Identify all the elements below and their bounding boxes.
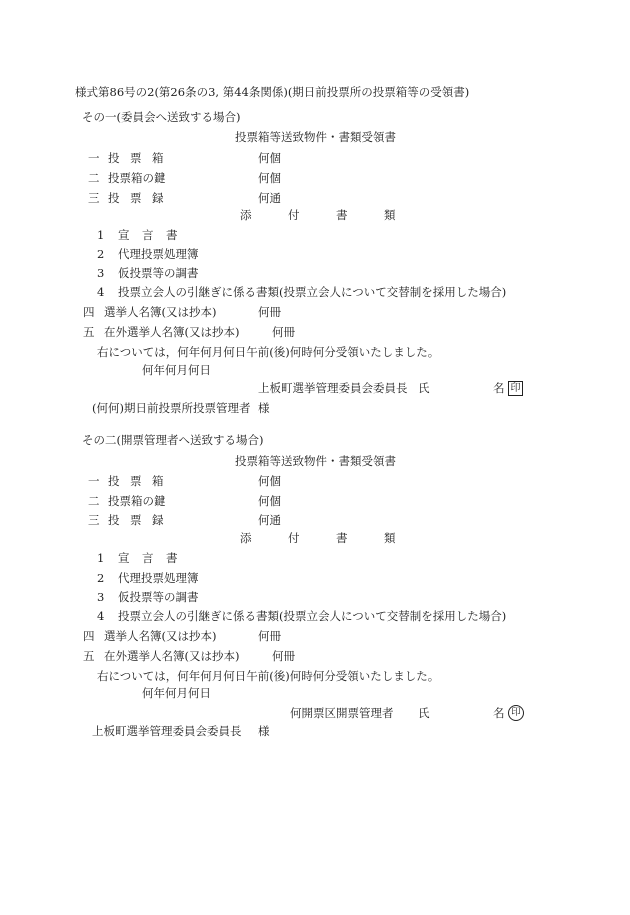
- attachment-label: 宣言書: [118, 228, 190, 242]
- attachment-label: 仮投票等の調書: [118, 590, 199, 604]
- attachment-number: 2: [97, 247, 105, 261]
- register-quantity: 何冊: [272, 325, 295, 339]
- item-number: 一: [88, 474, 100, 488]
- attachment-number: 3: [97, 590, 105, 604]
- item-quantity: 何通: [258, 513, 281, 527]
- receipt-title: 投票箱等送致物件・書類受領書: [235, 454, 396, 468]
- register-quantity: 何冊: [258, 305, 281, 319]
- receipt-statement: 右については，何年何月何日午前(後)何時何分受領いたしました。: [97, 669, 440, 683]
- signer-title: 何開票区開票管理者: [290, 706, 394, 720]
- item-label: 投票箱: [108, 474, 174, 488]
- attachment-number: 2: [97, 571, 105, 585]
- register-label: 在外選挙人名簿(又は抄本): [104, 649, 240, 663]
- receipt-date: 何年何月何日: [142, 686, 211, 700]
- addressee-name: 上板町選挙管理委員会委員長: [92, 724, 242, 738]
- receipt-date: 何年何月何日: [142, 363, 211, 377]
- seal-box-icon: 印: [508, 381, 523, 396]
- register-quantity: 何冊: [258, 629, 281, 643]
- section-heading: その一(委員会へ送致する場合): [82, 110, 241, 124]
- section-heading: その二(開票管理者へ送致する場合): [82, 433, 264, 447]
- item-label: 投票録: [108, 513, 174, 527]
- item-number: 三: [88, 513, 100, 527]
- receipt-statement: 右については，何年何月何日午前(後)何時何分受領いたしました。: [97, 345, 440, 359]
- attachment-number: 3: [97, 266, 105, 280]
- register-label: 在外選挙人名簿(又は抄本): [104, 325, 240, 339]
- item-label: 投票箱の鍵: [108, 171, 166, 185]
- attachment-number: 1: [97, 551, 105, 565]
- register-quantity: 何冊: [272, 649, 295, 663]
- item-quantity: 何個: [258, 171, 281, 185]
- attachment-number: 1: [97, 228, 105, 242]
- item-quantity: 何個: [258, 474, 281, 488]
- register-number: 五: [83, 325, 95, 339]
- register-number: 五: [83, 649, 95, 663]
- attachment-number: 4: [97, 609, 105, 623]
- attachment-number: 4: [97, 285, 105, 299]
- register-label: 選挙人名簿(又は抄本): [104, 629, 217, 643]
- item-quantity: 何通: [258, 191, 281, 205]
- attachment-label: 投票立会人の引継ぎに係る書類(投票立会人について交替制を採用した場合): [118, 285, 507, 299]
- item-number: 三: [88, 191, 100, 205]
- item-quantity: 何個: [258, 494, 281, 508]
- item-label: 投票箱: [108, 151, 174, 165]
- form-title: 様式第86号の2(第26条の3, 第44条関係)(期日前投票所の投票箱等の受領書): [75, 85, 470, 99]
- attachments-heading: 添付書類: [240, 208, 432, 222]
- signer-name-label-1: 氏: [418, 706, 430, 720]
- attachment-label: 宣言書: [118, 551, 190, 565]
- attachment-label: 仮投票等の調書: [118, 266, 199, 280]
- signer-name-label-2: 名: [493, 706, 505, 720]
- attachments-heading: 添付書類: [240, 531, 432, 545]
- attachment-label: 投票立会人の引継ぎに係る書類(投票立会人について交替制を採用した場合): [118, 609, 507, 623]
- addressee-honorific: 様: [258, 401, 270, 415]
- addressee-name: (何何)期日前投票所投票管理者: [92, 401, 251, 415]
- receipt-title: 投票箱等送致物件・書類受領書: [235, 130, 396, 144]
- attachment-label: 代理投票処理簿: [118, 247, 199, 261]
- item-number: 一: [88, 151, 100, 165]
- register-number: 四: [83, 629, 95, 643]
- signer-title: 上板町選挙管理委員会委員長: [258, 381, 408, 395]
- attachment-label: 代理投票処理簿: [118, 571, 199, 585]
- register-label: 選挙人名簿(又は抄本): [104, 305, 217, 319]
- seal-circle-icon: 印: [508, 705, 524, 721]
- item-quantity: 何個: [258, 151, 281, 165]
- item-number: 二: [88, 171, 100, 185]
- item-label: 投票録: [108, 191, 174, 205]
- addressee-honorific: 様: [258, 724, 270, 738]
- item-number: 二: [88, 494, 100, 508]
- register-number: 四: [83, 305, 95, 319]
- signer-name-label-1: 氏: [418, 381, 430, 395]
- item-label: 投票箱の鍵: [108, 494, 166, 508]
- signer-name-label-2: 名: [493, 381, 505, 395]
